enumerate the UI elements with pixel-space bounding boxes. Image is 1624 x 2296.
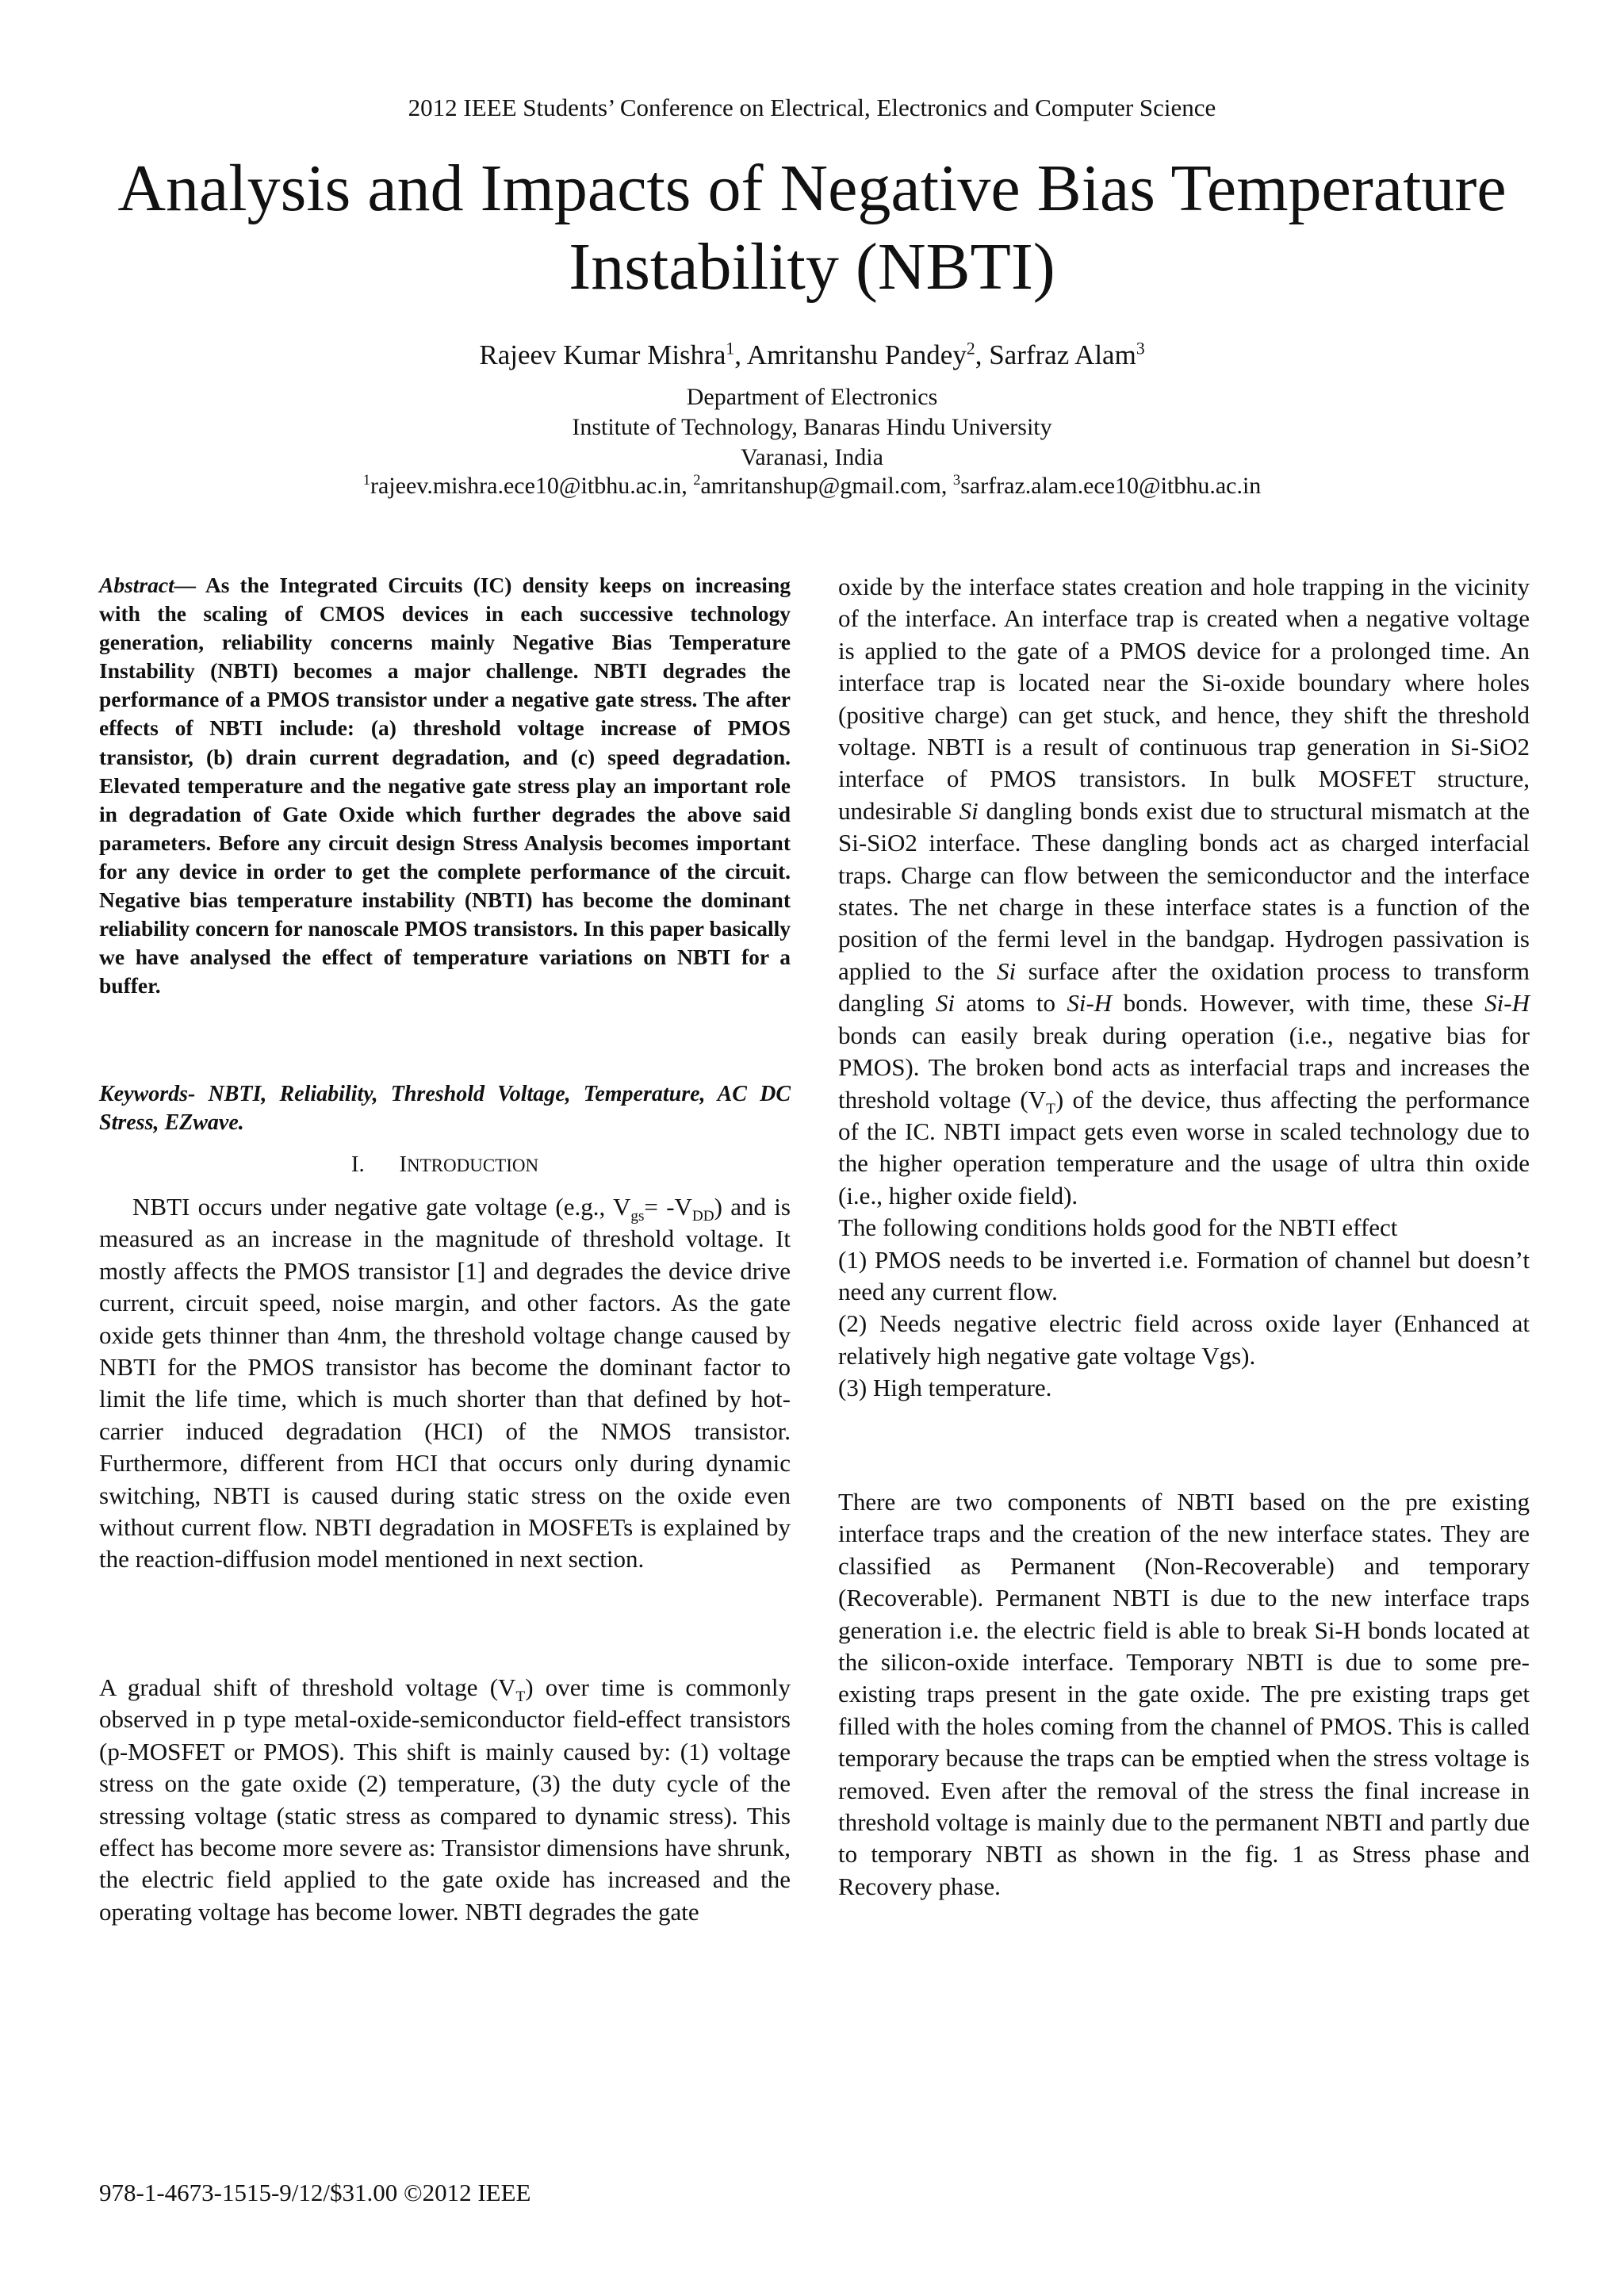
affiliation-department: Department of Electronics <box>686 384 938 410</box>
author-name: Amritanshu Pandey <box>746 339 967 370</box>
email-mark: 3 <box>952 472 961 489</box>
right-column-paragraph-1: oxide by the interface states creation and hole trapping in the vicinity of the interface. An interface trap is created when a negative voltage is applied to the gate of a PMOS device for a prolonged time. An interface trap is located near the Si-oxide boundary where holes (positive charge) can get stuck, and hence, they shift the threshold voltage. NBTI is a result of continuous trap generation in Si-SiO2 interface of PMOS transistors. In bulk MOSFET structure, undesirable Si dangling bonds exist due to structural mismatch at the Si-SiO2 interface. These dangling bonds act as charged interfacial traps. Charge can flow between the semiconductor and the interface states. The net charge in these interface states is a function of the position of the fermi level in the bandgap. Hydrogen passivation is applied to the Si surface after the oxidation process to transform dangling Si atoms to Si-H bonds. However, with time, these Si-H bonds can easily break during operation (i.e., negative bias for PMOS). The broken bond acts as interfacial traps and increases the threshold voltage $(V_T)$ of the device, thus affecting the performance of the IC. NBTI impact gets even worse in scaled technology due to the higher operation temperature and the usage of ultra thin oxide (i.e., higher oxide field). The following conditions holds good for the NBTI effect (1) PMOS needs to be inverted i.e. Formation of channel but doesn’t need any current flow. (2) Needs negative electric field across oxide layer (Enhanced at relatively high negative gate voltage Vgs). (3) High temperature. <box>838 571 1530 1405</box>
author-emails: $^1$rajeev.mishra.ece10@itbhu.ac.in, $^2$amritanshup@gmail.com, $^3$sarfraz.alam.ece10@itbhu.ac.in <box>362 472 1262 499</box>
section-title-rest: NTRODUCTION <box>406 1156 539 1175</box>
email-mark: 1 <box>362 472 370 489</box>
section-title-initial: I <box>399 1152 407 1177</box>
intro-paragraph-2: A gradual shift of threshold voltage $(V_T)$ over time is commonly observed in p type metal-oxide-semiconductor field-effect transistors (p-MOSFET or PMOS). This shift is mainly caused by: (1) voltage stress on the gate oxide (2) temperature, (3) the duty cycle of the stressing voltage (static stress as compared to dynamic stress). This effect has become more severe as: Transistor dimensions have shrunk, the electric field applied to the gate oxide has increased and the operating voltage has become lower. NBTI degrades the gate <box>99 1673 791 1926</box>
author-mark: 1 <box>726 339 735 358</box>
condition-2: (2) Needs negative electric field across oxide layer (Enhanced at relatively high negative gate voltage Vgs). <box>838 1309 1530 1370</box>
email-address: rajeev.mishra.ece10@itbhu.ac.in <box>370 473 682 499</box>
abstract <box>99 571 791 1000</box>
intro-paragraph-1: NBTI occurs under negative gate voltage (e.g., $V_{gs}= -V_{DD}$) and is measured as an increase in the magnitude of threshold voltage. It mostly affects the PMOS transistor [1] and degrades the device drive current, circuit speed, noise margin, and other factors. As the gate oxide gets thinner than 4nm, the threshold voltage change caused by NBTI for the PMOS transistor has become the dominant factor to limit the life time, which is much shorter than that defined by hot-carrier induced degradation (HCI) of the NMOS transistor. Furthermore, different from HCI that occurs only during dynamic switching, NBTI is caused during static stress on the oxide even without current flow. NBTI degradation in MOSFETs is explained by the reaction-diffusion model mentioned in next section. <box>99 1193 791 1573</box>
author-name: Sarfraz Alam <box>989 339 1136 370</box>
abstract-text: As the Integrated Circuits (IC) density keeps on increasing with the scaling of CMOS devices in each successive technology generation, reliability concerns mainly Negative Bias Temperature Instability (NBTI) becomes a major challenge. NBTI degrades the performance of a PMOS transistor under a negative gate stress. The after effects of NBTI include: (a) threshold voltage increase of PMOS transistor, (b) drain current degradation, and (c) speed degradation. Elevated temperature and the negative gate stress play an important role in degradation of Gate Oxide which further degrades the above said parameters. Before any circuit design Stress Analysis becomes important for any device in order to get the complete performance of the circuit. Negative bias temperature instability (NBTI) has become the dominant reliability concern for nanoscale PMOS transistors. In this paper basically we have analysed the effect of temperature variations on NBTI for a buffer. <box>99 573 791 999</box>
condition-3: (3) High temperature. <box>838 1374 1052 1402</box>
section-number: I. <box>350 1152 365 1177</box>
conditions-intro: The following conditions holds good for the NBTI effect <box>838 1213 1398 1242</box>
abstract-label: Abstract— <box>99 573 197 597</box>
email-address: amritanshup@gmail.com <box>700 473 941 499</box>
condition-1: (1) PMOS needs to be inverted i.e. Formation of channel but doesn’t need any current flow. <box>838 1245 1530 1305</box>
copyright-footer: 978-1-4673-1515-9/12/$31.00 ©2012 IEEE <box>99 2179 531 2206</box>
email-address: sarfraz.alam.ece10@itbhu.ac.in <box>960 473 1262 499</box>
email-mark: 2 <box>693 472 701 489</box>
author-mark: 2 <box>966 339 975 358</box>
affiliation-location: Varanasi, India <box>741 444 883 470</box>
section-heading-introduction <box>99 1152 791 1178</box>
conference-header: 2012 IEEE Students’ Conference on Electrical, Electronics and Computer Science <box>408 94 1216 121</box>
affiliation-institute: Institute of Technology, Banaras Hindu University <box>572 414 1052 440</box>
paper-title: Analysis and Impacts of Negative Bias Temperature Instability (NBTI) <box>117 151 1507 304</box>
author-mark: 3 <box>1136 339 1145 358</box>
right-column-paragraph-2: There are two components of NBTI based on the pre existing interface traps and the creation of the new interface states. They are classified as Permanent (Non-Recoverable) and temporary (Recoverable). Permanent NBTI is due to the new interface traps generation i.e. the electric field is able to break Si-H bonds located at the silicon-oxide interface. Temporary NBTI is due to some pre-existing traps present in the gate oxide. The pre existing traps get filled with the holes coming from the channel of PMOS. This is called temporary because the traps can be emptied when the stress voltage is removed. Even after the removal of the stress the final increase in threshold voltage is mainly due to the permanent NBTI and partly due to temporary NBTI as shown in the fig. 1 as Stress phase and Recovery phase. <box>838 1488 1530 1900</box>
author-name: Rajeev Kumar Mishra <box>479 339 726 370</box>
keywords: Keywords- NBTI, Reliability, Threshold Voltage, Temperature, AC DC Stress, EZwave. <box>99 1082 791 1135</box>
author-list: Rajeev Kumar Mishra$^1$, Amritanshu Pandey$^2$, Sarfraz Alam$^3$ <box>479 339 1145 370</box>
